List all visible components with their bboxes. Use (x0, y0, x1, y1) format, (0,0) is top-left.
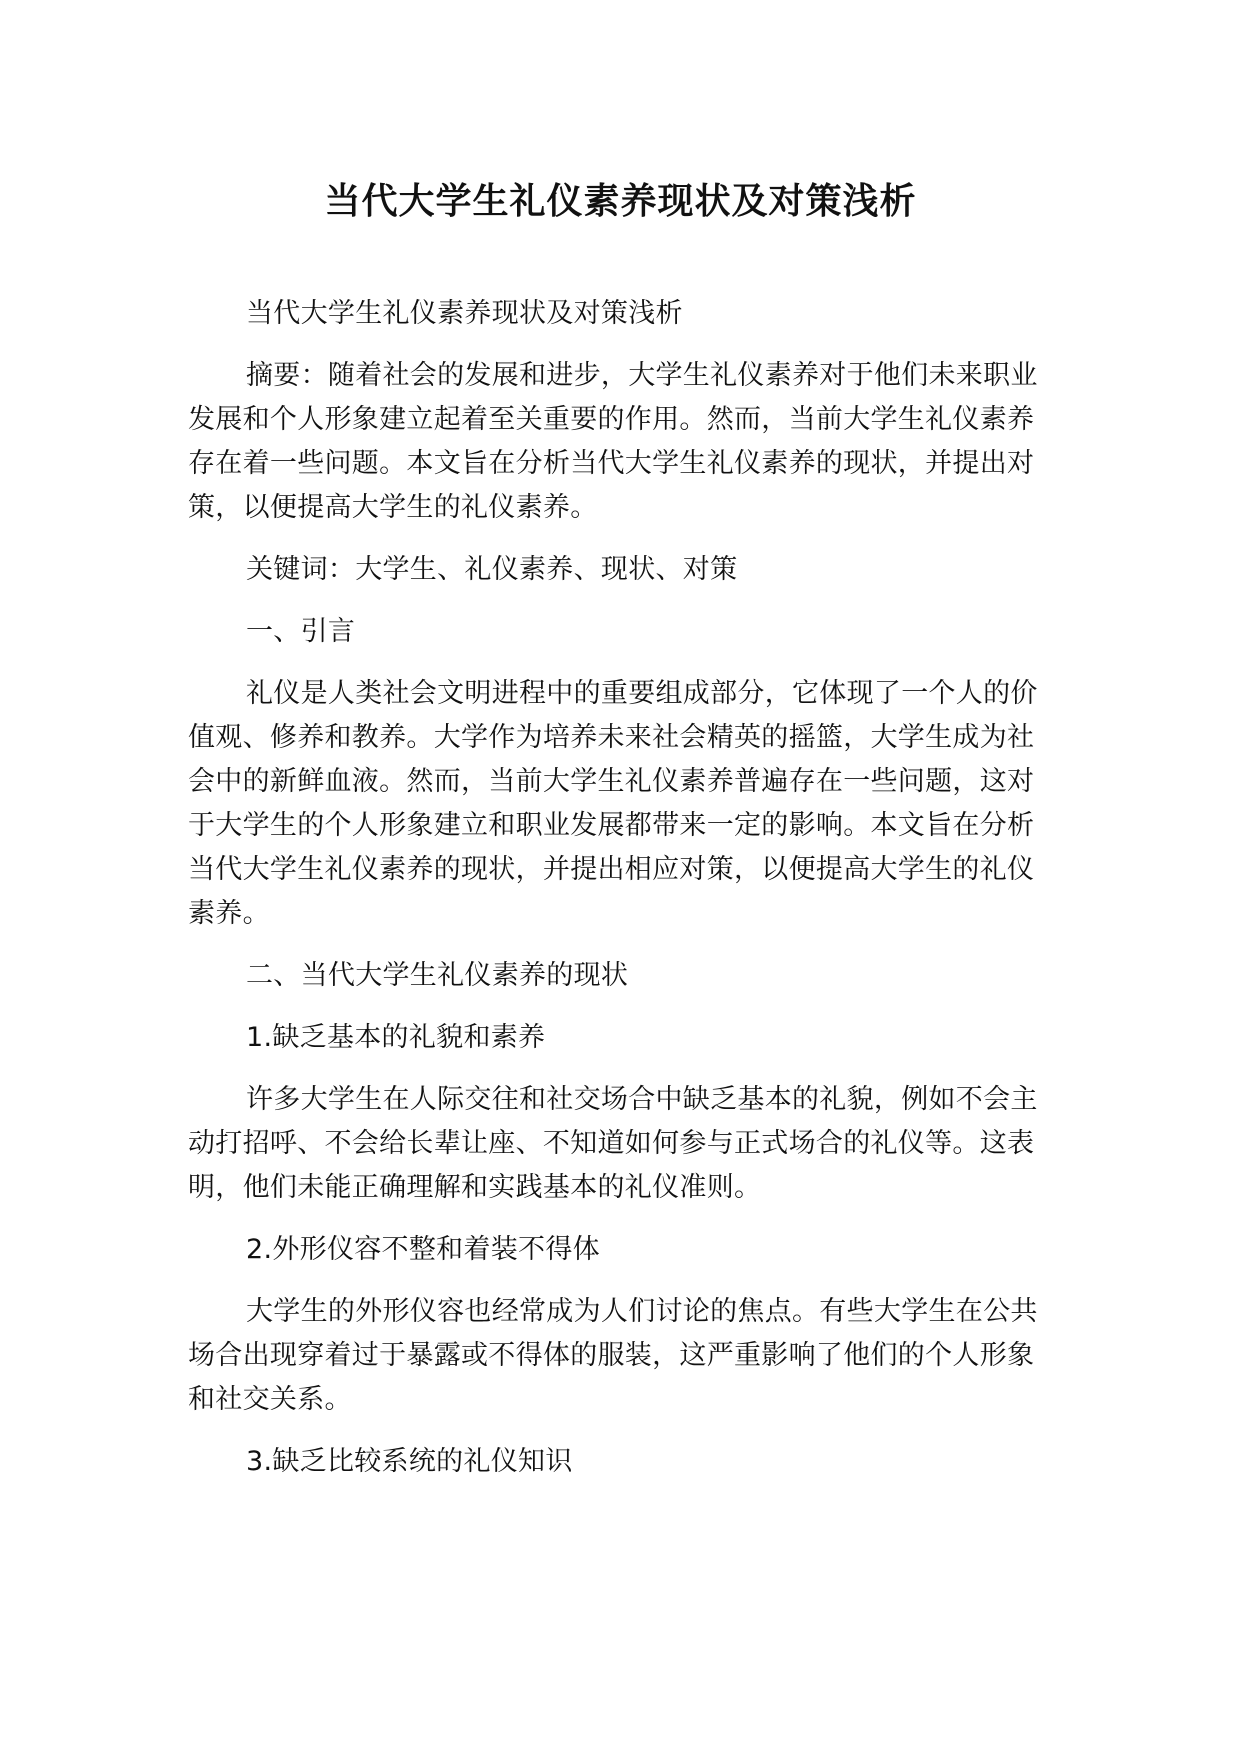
section-heading-introduction: 一、引言 (246, 616, 356, 647)
body-paragraph-2: 大学生的外形仪容也经常成为人们讨论的焦点。有些大学生在公共场合出现穿着过于暴露或不得体的服装，这严重影响了他们的个人形象和社交关系。 (188, 1296, 1038, 1415)
introduction-paragraph: 礼仪是人类社会文明进程中的重要组成部分，它体现了一个人的价值观、修养和教养。大学作为培养未来社会精英的摇篮，大学生成为社会中的新鲜血液。然而，当前大学生礼仪素养普遍存在一些问题，这对于大学生的个人形象建立和职业发展都带来一定的影响。本文旨在分析当代大学生礼仪素养的现状，并提出相应对策，以便提高大学生的礼仪素养。 (188, 678, 1038, 929)
body-paragraph-1: 许多大学生在人际交往和社交场合中缺乏基本的礼貌，例如不会主动打招呼、不会给长辈让座、不知道如何参与正式场合的礼仪等。这表明，他们未能正确理解和实践基本的礼仪准则。 (188, 1084, 1038, 1203)
subheading-2: 2.外形仪容不整和着装不得体 (246, 1234, 600, 1265)
subheading-1: 1.缺乏基本的礼貌和素养 (246, 1022, 546, 1053)
document-body (188, 292, 1040, 1502)
subheading-3: 3.缺乏比较系统的礼仪知识 (246, 1446, 573, 1477)
section-heading-status: 二、当代大学生礼仪素养的现状 (246, 960, 629, 991)
keywords-paragraph: 关键词：大学生、礼仪素养、现状、对策 (246, 554, 738, 585)
abstract-paragraph: 摘要：随着社会的发展和进步，大学生礼仪素养对于他们未来职业发展和个人形象建立起着至关重要的作用。然而，当前大学生礼仪素养存在着一些问题。本文旨在分析当代大学生礼仪素养的现状，并提出对策，以便提高大学生的礼仪素养。 (188, 360, 1038, 523)
page-title: 当代大学生礼仪素养现状及对策浅析 (324, 181, 917, 222)
subtitle-paragraph: 当代大学生礼仪素养现状及对策浅析 (246, 298, 683, 329)
